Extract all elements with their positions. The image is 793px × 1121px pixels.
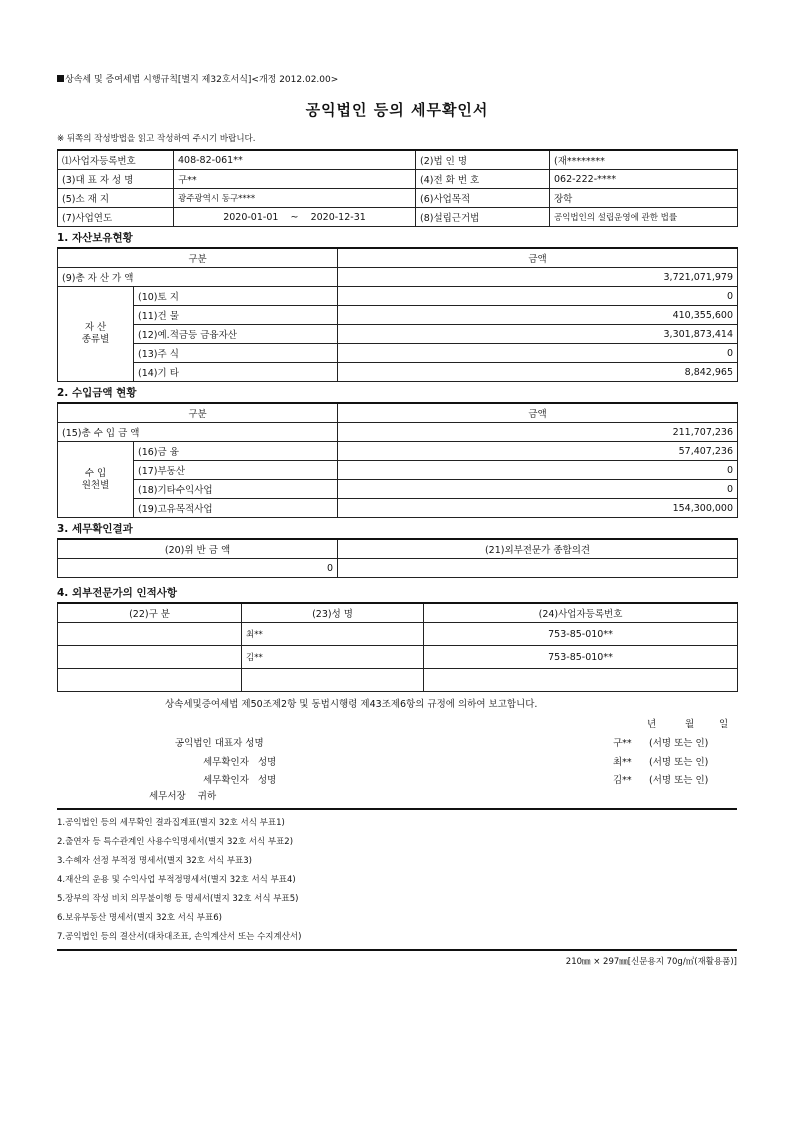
income-col-category: 구분 (58, 403, 338, 423)
income-row-label: (16)금 융 (134, 442, 338, 461)
instruction-note: ※ 뒤쪽의 작성방법을 읽고 작성하여 주시기 바랍니다. (57, 134, 256, 144)
attachments-list (57, 808, 737, 951)
expert-name (242, 669, 424, 692)
page-title: 공익법인 등의 세무확인서 (305, 101, 489, 119)
expert-type (58, 669, 242, 692)
asset-row-label: (12)예.적금등 금융자산 (134, 325, 338, 344)
basis-value: 공익법인의 설립운영에 관한 법률 (550, 208, 738, 227)
rep-sign-name: 구** (613, 738, 632, 749)
phone-label: (4)전 화 번 호 (416, 170, 550, 189)
addr-label: (5)소 재 지 (58, 189, 174, 208)
assets-group-label: 자 산 종류별 (58, 287, 134, 382)
form-page (57, 72, 737, 967)
year-to: 2020-12-31 (310, 211, 366, 223)
corp-name-value: (재******** (550, 150, 738, 170)
income-row-value: 57,407,236 (338, 442, 738, 461)
attachment-item: 5.장부의 작성 비치 의무불이행 등 명세서(별지 32호 서식 부표5) (57, 894, 299, 904)
rep-label: (3)대 표 자 성 명 (58, 170, 174, 189)
date-month: 월 (685, 719, 695, 730)
declaration-statement: 상속세및증여세법 제50조제2항 및 동법시행령 제43조제6항의 규정에 의하여 보고합니다. (165, 699, 538, 710)
result-heading: 3. 세무확인결과 (57, 523, 133, 535)
income-row-label: (17)부동산 (134, 461, 338, 480)
violation-value: 0 (58, 559, 338, 578)
assets-table (57, 247, 738, 382)
experts-table (57, 602, 738, 692)
biz-no-label: ⑴사업자등록번호 (58, 150, 174, 170)
year-sep: ~ (290, 211, 299, 223)
asset-row-value: 8,842,965 (338, 363, 738, 382)
phone-value: 062-222-**** (550, 170, 738, 189)
income-row-value: 0 (338, 461, 738, 480)
checker2-label: 세무확인자 성명 (203, 775, 277, 786)
income-total-value: 211,707,236 (338, 423, 738, 442)
expert-name: 김** (242, 646, 424, 669)
income-group-label: 수 입 원천별 (58, 442, 134, 518)
checker1-label: 세무확인자 성명 (203, 757, 277, 768)
checker2-sign-note: (서명 또는 인) (649, 775, 709, 786)
year-label: (7)사업연도 (58, 208, 174, 227)
form-reference: 상속세 및 증여세법 시행규칙[별지 제32호서식]<개정 2012.02.00> (57, 72, 737, 85)
assets-total-label: (9)총 자 산 가 액 (58, 268, 338, 287)
opinion-value (338, 559, 738, 578)
opinion-col-header: (21)외부전문가 종합의견 (338, 539, 738, 559)
date-day: 일 (719, 719, 729, 730)
result-table (57, 538, 738, 578)
income-heading: 2. 수입금액 현황 (57, 387, 137, 399)
violation-col-header: (20)위 반 금 액 (58, 539, 338, 559)
rep-sign-note: (서명 또는 인) (649, 738, 709, 749)
assets-col-category: 구분 (58, 248, 338, 268)
attachment-item: 2.출연자 등 특수관계인 사용수익명세서(별지 32호 서식 부표2) (57, 837, 294, 847)
addressee: 세무서장 귀하 (149, 791, 217, 802)
purpose-value: 장학 (550, 189, 738, 208)
expert-type (58, 646, 242, 669)
expert-type (58, 623, 242, 646)
attachment-item: 4.재산의 운용 및 수익사업 부적정명세서(별지 32호 서식 부표4) (57, 875, 296, 885)
attachment-item: 7.공익법인 등의 결산서(대차대조표, 손익계산서 또는 수지계산서) (57, 932, 302, 942)
asset-row-value: 410,355,600 (338, 306, 738, 325)
basic-info-table (57, 149, 738, 227)
assets-col-amount: 금액 (338, 248, 738, 268)
attachment-item: 3.수혜자 선정 부적정 명세서(별지 32호 서식 부표3) (57, 856, 252, 866)
asset-row-label: (13)주 식 (134, 344, 338, 363)
declaration-block (57, 692, 737, 788)
expert-bizno: 753-85-010** (424, 623, 738, 646)
experts-heading: 4. 외부전문가의 인적사항 (57, 587, 178, 599)
income-table (57, 402, 738, 518)
income-row-label: (18)기타수익사업 (134, 480, 338, 499)
year-from: 2020-01-01 (223, 211, 279, 223)
income-total-label: (15)총 수 입 금 액 (58, 423, 338, 442)
paper-spec-footer: 210㎜ × 297㎜[신문용지 70g/㎡(재활용품)] (565, 957, 737, 967)
asset-row-value: 0 (338, 287, 738, 306)
checker1-sign-note: (서명 또는 인) (649, 757, 709, 768)
attachment-item: 6.보유부동산 명세서(별지 32호 서식 부표6) (57, 913, 222, 923)
income-col-amount: 금액 (338, 403, 738, 423)
year-value (174, 208, 416, 227)
rep-value: 구** (174, 170, 416, 189)
assets-total-value: 3,721,071,979 (338, 268, 738, 287)
income-row-label: (19)고유목적사업 (134, 499, 338, 518)
expert-bizno-header: (24)사업자등록번호 (424, 603, 738, 623)
asset-row-label: (11)건 물 (134, 306, 338, 325)
rep-sign-label: 공익법인 대표자 성명 (175, 738, 264, 749)
corp-name-label: (2)법 인 명 (416, 150, 550, 170)
attachment-item: 1.공익법인 등의 세무확인 결과집계표(별지 32호 서식 부표1) (57, 818, 285, 828)
expert-name-header: (23)성 명 (242, 603, 424, 623)
biz-no-value: 408-82-061** (174, 150, 416, 170)
checker2-name: 김** (613, 775, 632, 786)
black-square-icon (57, 75, 64, 82)
addr-value: 광주광역시 동구**** (174, 189, 416, 208)
expert-type-header: (22)구 분 (58, 603, 242, 623)
expert-bizno: 753-85-010** (424, 646, 738, 669)
expert-name: 최** (242, 623, 424, 646)
income-row-value: 0 (338, 480, 738, 499)
income-row-value: 154,300,000 (338, 499, 738, 518)
asset-row-value: 0 (338, 344, 738, 363)
date-year: 년 (647, 719, 657, 730)
asset-row-label: (14)기 타 (134, 363, 338, 382)
assets-heading: 1. 자산보유현황 (57, 232, 133, 244)
basis-label: (8)설립근거법 (416, 208, 550, 227)
expert-bizno (424, 669, 738, 692)
asset-row-label: (10)토 지 (134, 287, 338, 306)
asset-row-value: 3,301,873,414 (338, 325, 738, 344)
purpose-label: (6)사업목적 (416, 189, 550, 208)
checker1-name: 최** (613, 757, 632, 768)
